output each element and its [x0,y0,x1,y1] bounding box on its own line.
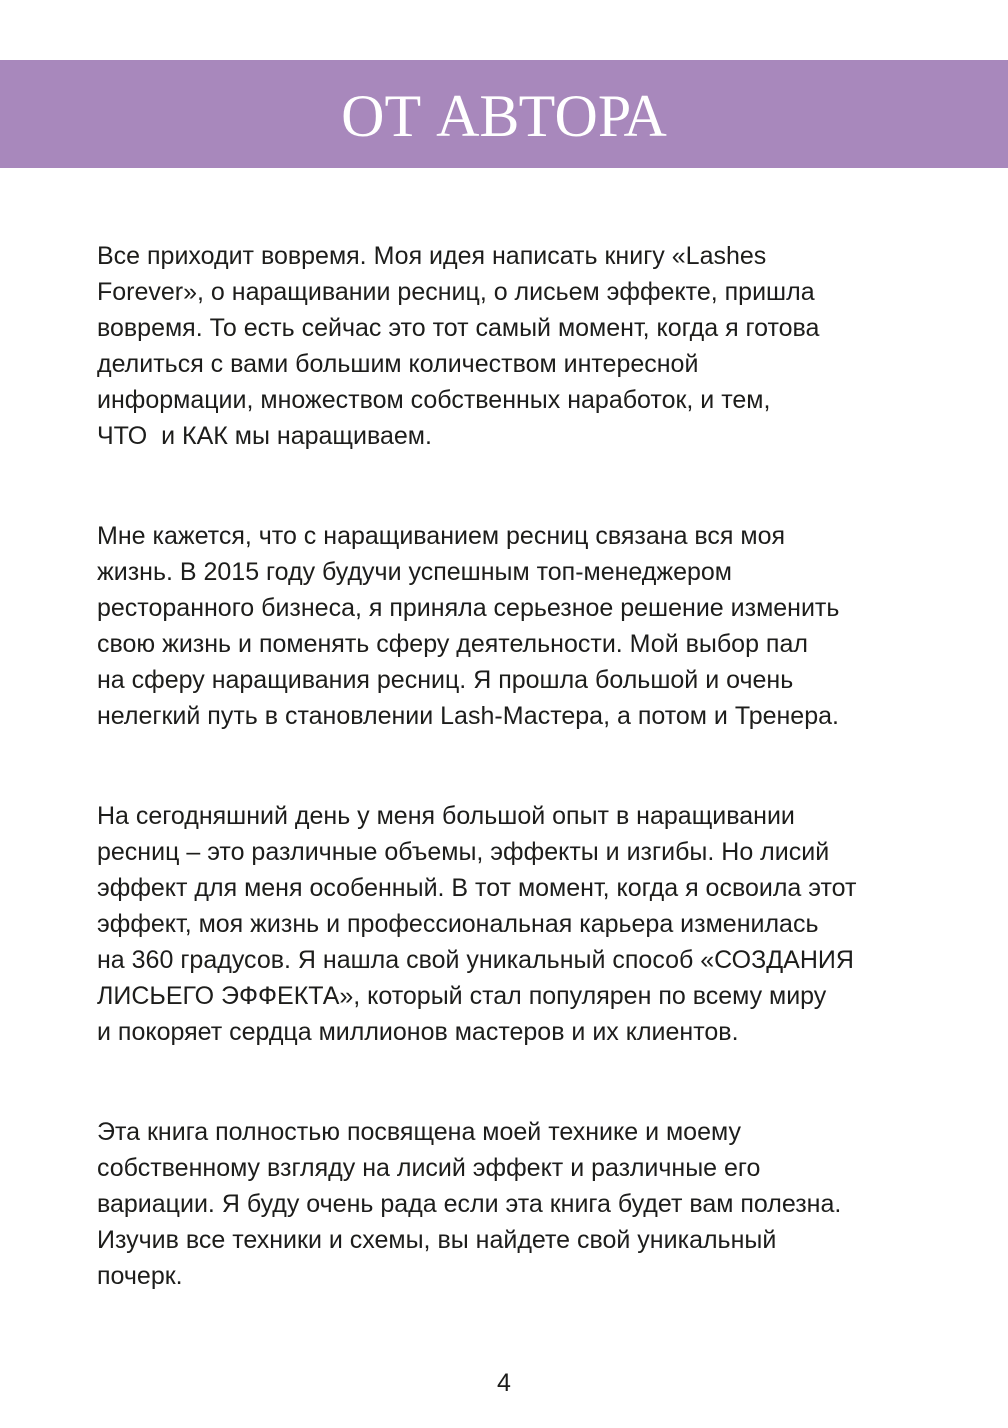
paragraph [97,798,937,1050]
text-line: свою жизнь и поменять сферу деятельности. Мой выбор пал [97,630,808,658]
text-line: ресторанного бизнеса, я приняла серьезное решение изменить [97,594,840,622]
paragraph [97,238,937,454]
text-line: Изучив все техники и схемы, вы найдете свой уникальный [97,1226,777,1254]
text-line: ЛИСЬЕГО ЭФФЕКТА», который стал популярен по всему миру [97,982,827,1010]
text-line: на 360 градусов. Я нашла свой уникальный способ «СОЗДАНИЯ [97,946,854,974]
text-line: Мне кажется, что с наращиванием ресниц связана вся моя [97,522,786,550]
text-line: жизнь. В 2015 году будучи успешным топ-менеджером [97,558,732,586]
text-line: и покоряет сердца миллионов мастеров и их клиентов. [97,1018,739,1046]
text-line: вовремя. То есть сейчас это тот самый момент, когда я готова [97,314,820,342]
header-band [0,60,1008,168]
paragraph [97,1114,937,1294]
text-line: почерк. [97,1262,183,1290]
text-line: Эта книга полностью посвящена моей технике и моему [97,1118,741,1146]
text-line: эффект для меня особенный. В тот момент, когда я освоила этот [97,874,857,902]
text-line: нелегкий путь в становлении Lash-Мастера, а потом и Тренера. [97,702,839,730]
text-line: ресниц – это различные объемы, эффекты и изгибы. Но лисий [97,838,830,866]
text-line: делиться с вами большим количеством интересной [97,350,699,378]
text-line: информации, множеством собственных наработок, и тем, [97,386,771,414]
text-line: эффект, моя жизнь и профессиональная карьера изменилась [97,910,819,938]
page-number: 4 [497,1369,511,1397]
body-text [97,238,937,1358]
text-line: На сегодняшний день у меня большой опыт в наращивании [97,802,795,830]
paragraph [97,518,937,734]
page-title: ОТ АВТОРА [341,83,667,149]
text-line: вариации. Я буду очень рада если эта книга будет вам полезна. [97,1190,842,1218]
text-line: Все приходит вовремя. Моя идея написать книгу «Lashes [97,242,767,270]
text-line: на сферу наращивания ресниц. Я прошла большой и очень [97,666,794,694]
text-line: Forever», о наращивании ресниц, о лисьем эффекте, пришла [97,278,815,306]
text-line: собственному взгляду на лисий эффект и различные его [97,1154,761,1182]
text-line: ЧТО и КАК мы наращиваем. [97,422,432,450]
